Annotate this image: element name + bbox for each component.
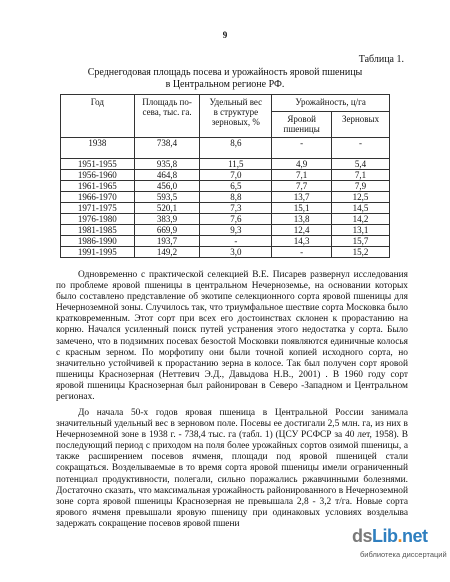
sowing-area-table xyxy=(60,94,390,258)
cell-grain-yield: 7,1 xyxy=(332,170,390,181)
table-row xyxy=(61,225,390,236)
logo-ds: ds xyxy=(352,526,373,546)
table-row xyxy=(61,138,390,159)
cell-grain-yield: 15,7 xyxy=(332,236,390,247)
cell-spring-yield: 7,1 xyxy=(272,170,332,181)
cell-spring-yield: 4,9 xyxy=(272,159,332,170)
cell-share: 8,8 xyxy=(200,192,272,203)
header-share: Удельный вес в структуре зерновых, % xyxy=(200,95,272,138)
cell-share: 7,3 xyxy=(200,203,272,214)
table-row xyxy=(61,181,390,192)
cell-area: 593,5 xyxy=(134,192,200,203)
cell-grain-yield: - xyxy=(332,138,390,159)
cell-period: 1961-1965 xyxy=(61,181,135,192)
cell-grain-yield: 13,1 xyxy=(332,225,390,236)
cell-period: 1956-1960 xyxy=(61,170,135,181)
logo-dot: . xyxy=(397,526,403,546)
cell-grain-yield: 5,4 xyxy=(332,159,390,170)
cell-share: 8,6 xyxy=(200,138,272,159)
logo-net: net xyxy=(402,526,428,546)
header-grain: Зерновых xyxy=(332,112,390,138)
cell-share: 3,0 xyxy=(200,247,272,258)
cell-spring-yield: 13,8 xyxy=(272,214,332,225)
cell-area: 935,8 xyxy=(134,159,200,170)
table-row xyxy=(61,236,390,247)
table-row xyxy=(61,192,390,203)
cell-share: 6,5 xyxy=(200,181,272,192)
cell-spring-yield: - xyxy=(272,247,332,258)
cell-area: 456,0 xyxy=(134,181,200,192)
cell-spring-yield: 12,4 xyxy=(272,225,332,236)
logo-subtitle: библиотека диссертаций xyxy=(360,550,447,559)
cell-share: 7,0 xyxy=(200,170,272,181)
cell-area: 383,9 xyxy=(134,214,200,225)
table-title xyxy=(60,67,390,91)
cell-grain-yield: 12,5 xyxy=(332,192,390,203)
cell-area: 738,4 xyxy=(134,138,200,159)
header-spring-wheat: Яровой пшеницы xyxy=(272,112,332,138)
cell-share: 11,5 xyxy=(200,159,272,170)
paragraph-1: Одновременно с практической селекцией В.Е. Писарев развернул исследования по проблеме яровой пшеницы в центральном Нечерноземье, на основании которых было составлено представление об экотипе селекционного сорта яровой пшеницы для Нечерноземной зоны. Случилось так, что триумфальное шествие сорта Московка было кратковременным. Этот сорт при всех его достоинствах склонен к прорастанию на корню. Начался усиленный поиск путей устранения этого недостатка у сорта. Было замечено, что в подзимних посевах безостой Московки появляются единичные колосья с красным зерном. По морфотипу они были точной копией исходного сорта, но значительно устойчивей к прорастанию зерна в колосе. Так был получен сорт яровой пшеницы Краснозерная (Неттевич Э.Д., Давыдова Н.В., 2001) . В 1960 году сорт яровой пшеницы Краснозерная был районирован в Северо -Западном и Центральном регионах. xyxy=(56,270,408,403)
cell-share: 7,6 xyxy=(200,214,272,225)
cell-share: 9,3 xyxy=(200,225,272,236)
dslib-logo xyxy=(352,526,447,568)
cell-area: 669,9 xyxy=(134,225,200,236)
cell-period: 1971-1975 xyxy=(61,203,135,214)
page-number: 9 xyxy=(222,30,228,40)
cell-period: 1951-1955 xyxy=(61,159,135,170)
header-year: Год xyxy=(61,95,135,138)
cell-period: 1976-1980 xyxy=(61,214,135,225)
logo-lib: Lib xyxy=(372,526,398,546)
cell-spring-yield: 15,1 xyxy=(272,203,332,214)
cell-spring-yield: - xyxy=(272,138,332,159)
table-row xyxy=(61,203,390,214)
logo-wordmark xyxy=(352,526,428,547)
cell-period: 1966-1970 xyxy=(61,192,135,203)
header-area: Площадь по- сева, тыс. га. xyxy=(134,95,200,138)
cell-area: 464,8 xyxy=(134,170,200,181)
table-title-line-1: Среднегодовая площадь посева и урожайность яровой пшеницы xyxy=(87,67,363,78)
table-label: Таблица 1. xyxy=(358,54,404,65)
cell-period: 1981-1985 xyxy=(61,225,135,236)
cell-period: 1986-1990 xyxy=(61,236,135,247)
cell-grain-yield: 14,2 xyxy=(332,214,390,225)
table-row xyxy=(61,170,390,181)
cell-period: 1991-1995 xyxy=(61,247,135,258)
table-title-line-2: в Центральном регионе РФ. xyxy=(165,79,285,90)
table-row xyxy=(61,214,390,225)
cell-spring-yield: 14,3 xyxy=(272,236,332,247)
table-row xyxy=(61,159,390,170)
cell-area: 149,2 xyxy=(134,247,200,258)
cell-grain-yield: 7,9 xyxy=(332,181,390,192)
cell-grain-yield: 14,5 xyxy=(332,203,390,214)
cell-spring-yield: 13,7 xyxy=(272,192,332,203)
header-yield: Урожайность, ц/га xyxy=(272,95,390,112)
cell-share: - xyxy=(200,236,272,247)
paragraph-2: До начала 50-х годов яровая пшеница в Центральной России занимала значительный удельный вес в зерновом поле. Посевы ее достигали 2,5 млн. га, из них в Нечерноземной зоне в 1938 г. - 738,4 тыс. га (табл. 1) (ЦСУ РСФСР за 40 лет, 1958). В последующий период с приходом на поля более урожайных сортов озимой пшеницы, а также расширением посевов ячменя, площади под яровой пшеницей стали сокращаться. Возделываемые в то время сорта яровой пшеницы имели ограниченный потенциал продуктивности, полегали, сильно поражались ржавчинными болезнями. Достаточно сказать, что максимальная урожайность районированного в Нечерноземной зоне сорта яровой пшеницы Краснозерная не превышала 2,8 - 3,2 т/га. Новые сорта ярового ячменя превышали яровую пшеницу при одинаковых условиях возделыва задержать сокращение посевов яровой пшени xyxy=(56,408,408,529)
cell-spring-yield: 7,7 xyxy=(272,181,332,192)
cell-area: 520,1 xyxy=(134,203,200,214)
cell-grain-yield: 15,2 xyxy=(332,247,390,258)
table-row xyxy=(61,247,390,258)
cell-period: 1938 xyxy=(61,138,135,159)
cell-area: 193,7 xyxy=(134,236,200,247)
